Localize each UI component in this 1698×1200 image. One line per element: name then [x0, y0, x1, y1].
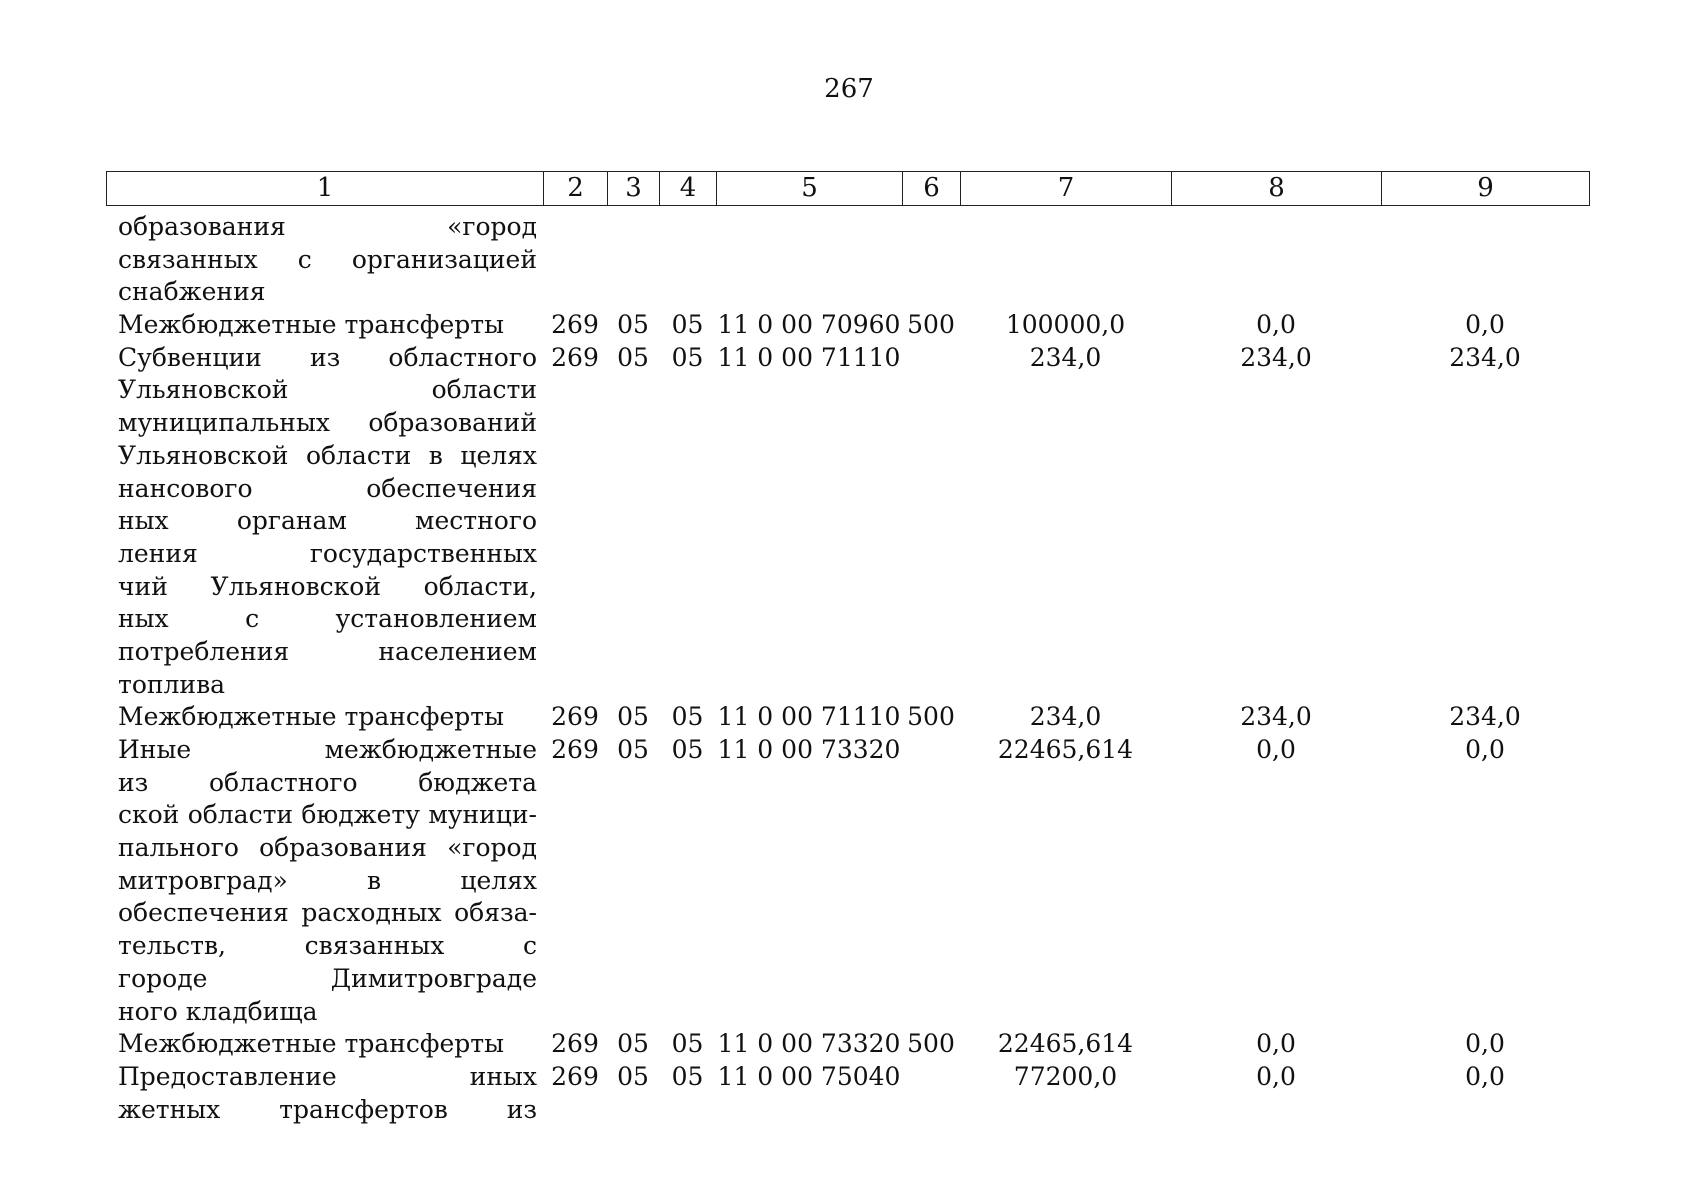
- header-cell-1: 1: [107, 172, 544, 206]
- header-cell-4: 4: [660, 172, 717, 206]
- cell-admin-code: 269: [551, 342, 599, 372]
- header-cell-6: 6: [903, 172, 961, 206]
- cell-expense-type: [902, 734, 960, 1028]
- row-description: [106, 701, 543, 734]
- cell-section: 05: [617, 1061, 649, 1091]
- cell-admin-code: [543, 211, 607, 309]
- cell-expense-type: [902, 342, 960, 702]
- description-line: ных с установлением: [118, 604, 537, 634]
- description-line: потребления населением: [118, 636, 537, 666]
- cell-amount-year-1: [960, 211, 1171, 309]
- description-line: топлива: [118, 669, 226, 699]
- cell-admin-code: 269: [551, 1061, 599, 1091]
- description-line: чий Ульяновской области,: [118, 571, 537, 601]
- cell-expense-type: 500: [907, 310, 955, 340]
- cell-admin-code: 269: [551, 702, 599, 732]
- table-row: [106, 309, 1589, 342]
- header-cell-9: 9: [1382, 172, 1590, 206]
- description-line: связанных с организацией: [118, 244, 537, 274]
- description-line: ления государственных: [118, 538, 537, 568]
- description-line: ных органам местного: [118, 506, 537, 536]
- description-line: Иные межбюджетные: [118, 735, 537, 765]
- cell-amount-year-1: 234,0: [1029, 342, 1102, 372]
- cell-amount-year-3: 0,0: [1465, 1029, 1505, 1059]
- cell-amount-year-2: 0,0: [1256, 310, 1296, 340]
- cell-amount-year-3: 0,0: [1465, 310, 1505, 340]
- cell-subsection: [659, 211, 716, 309]
- row-description: [106, 342, 543, 702]
- table-row: [106, 701, 1589, 734]
- row-description: [106, 734, 543, 1028]
- cell-section: [607, 211, 659, 309]
- description-line: ской области бюджету муници-: [118, 800, 537, 830]
- cell-target-article: 11 0 00 70960: [717, 310, 901, 340]
- cell-section: 05: [617, 1029, 649, 1059]
- description-line: тельств, связанных с: [118, 931, 537, 961]
- cell-amount-year-1: 234,0: [1029, 702, 1102, 732]
- description-line: Межбюджетные трансферты: [118, 1029, 505, 1059]
- page-number: 267: [824, 74, 874, 104]
- description-line: митровград» в целях: [118, 865, 537, 895]
- cell-amount-year-1: 100000,0: [1005, 310, 1126, 340]
- row-description: [106, 309, 543, 342]
- description-line: из областного бюджета: [118, 767, 537, 797]
- table-row: [106, 211, 1589, 309]
- cell-amount-year-1: 77200,0: [1013, 1061, 1118, 1091]
- cell-section: 05: [617, 342, 649, 372]
- description-line: Субвенции из областного: [118, 342, 537, 372]
- cell-target-article: 11 0 00 75040: [717, 1061, 901, 1091]
- cell-amount-year-2: 234,0: [1240, 702, 1312, 732]
- table-row: [106, 734, 1589, 1028]
- cell-expense-type: [902, 211, 960, 309]
- header-cell-7: 7: [961, 172, 1172, 206]
- description-line: ного кладбища: [118, 996, 318, 1026]
- cell-amount-year-2: 0,0: [1256, 1061, 1296, 1091]
- description-line: обеспечения расходных обяза-: [118, 898, 537, 928]
- header-cell-8: 8: [1172, 172, 1382, 206]
- cell-target-article: 11 0 00 71110: [717, 702, 901, 732]
- cell-expense-type: 500: [907, 702, 955, 732]
- cell-amount-year-3: 0,0: [1465, 1061, 1505, 1091]
- description-line: нансового обеспечения: [118, 473, 537, 503]
- cell-admin-code: 269: [551, 1029, 599, 1059]
- cell-subsection: 05: [671, 310, 704, 340]
- cell-amount-year-2: 234,0: [1240, 342, 1312, 372]
- cell-admin-code: 269: [551, 735, 599, 765]
- cell-amount-year-1: 22465,614: [997, 735, 1134, 765]
- header-cell-5: 5: [717, 172, 903, 206]
- row-description: [106, 211, 543, 309]
- row-description: [106, 1061, 543, 1126]
- cell-subsection: 05: [671, 1029, 704, 1059]
- description-line: Межбюджетные трансферты: [118, 702, 505, 732]
- description-line: Предоставление иных: [118, 1061, 537, 1091]
- cell-expense-type: 500: [907, 1029, 955, 1059]
- cell-amount-year-2: 0,0: [1256, 1029, 1296, 1059]
- description-line: Межбюджетные трансферты: [118, 310, 505, 340]
- header-cell-3: 3: [608, 172, 660, 206]
- description-line: жетных трансфертов из: [118, 1094, 537, 1124]
- table-row: [106, 1028, 1589, 1061]
- cell-section: 05: [617, 310, 649, 340]
- cell-amount-year-3: [1381, 211, 1589, 309]
- cell-amount-year-2: 0,0: [1256, 735, 1296, 765]
- table-row: [106, 342, 1589, 702]
- cell-section: 05: [617, 735, 649, 765]
- description-line: пального образования «город: [118, 833, 537, 863]
- cell-amount-year-2: [1171, 211, 1381, 309]
- cell-amount-year-3: 234,0: [1449, 342, 1521, 372]
- description-line: образования «город: [118, 212, 537, 241]
- description-line: снабжения: [118, 277, 266, 307]
- header-cell-2: 2: [544, 172, 608, 206]
- cell-target-article: [716, 211, 902, 309]
- cell-amount-year-3: 0,0: [1465, 735, 1505, 765]
- cell-expense-type: [902, 1061, 960, 1126]
- cell-subsection: 05: [671, 735, 704, 765]
- description-line: муниципальных образований: [118, 408, 537, 438]
- cell-admin-code: 269: [551, 310, 599, 340]
- cell-subsection: 05: [671, 702, 704, 732]
- description-line: Ульяновской области в целях: [118, 440, 537, 470]
- description-line: Ульяновской области: [118, 375, 537, 405]
- row-description: [106, 1028, 543, 1061]
- description-line: городе Димитровграде: [118, 963, 537, 993]
- table-body: [106, 211, 1589, 1126]
- cell-target-article: 11 0 00 71110: [717, 342, 901, 372]
- table-header: [106, 171, 1590, 206]
- cell-section: 05: [617, 702, 649, 732]
- table-row: [106, 1061, 1589, 1126]
- cell-subsection: 05: [671, 342, 704, 372]
- cell-amount-year-3: 234,0: [1449, 702, 1521, 732]
- cell-target-article: 11 0 00 73320: [717, 735, 901, 765]
- cell-amount-year-1: 22465,614: [997, 1029, 1134, 1059]
- cell-subsection: 05: [671, 1061, 704, 1091]
- cell-target-article: 11 0 00 73320: [717, 1029, 901, 1059]
